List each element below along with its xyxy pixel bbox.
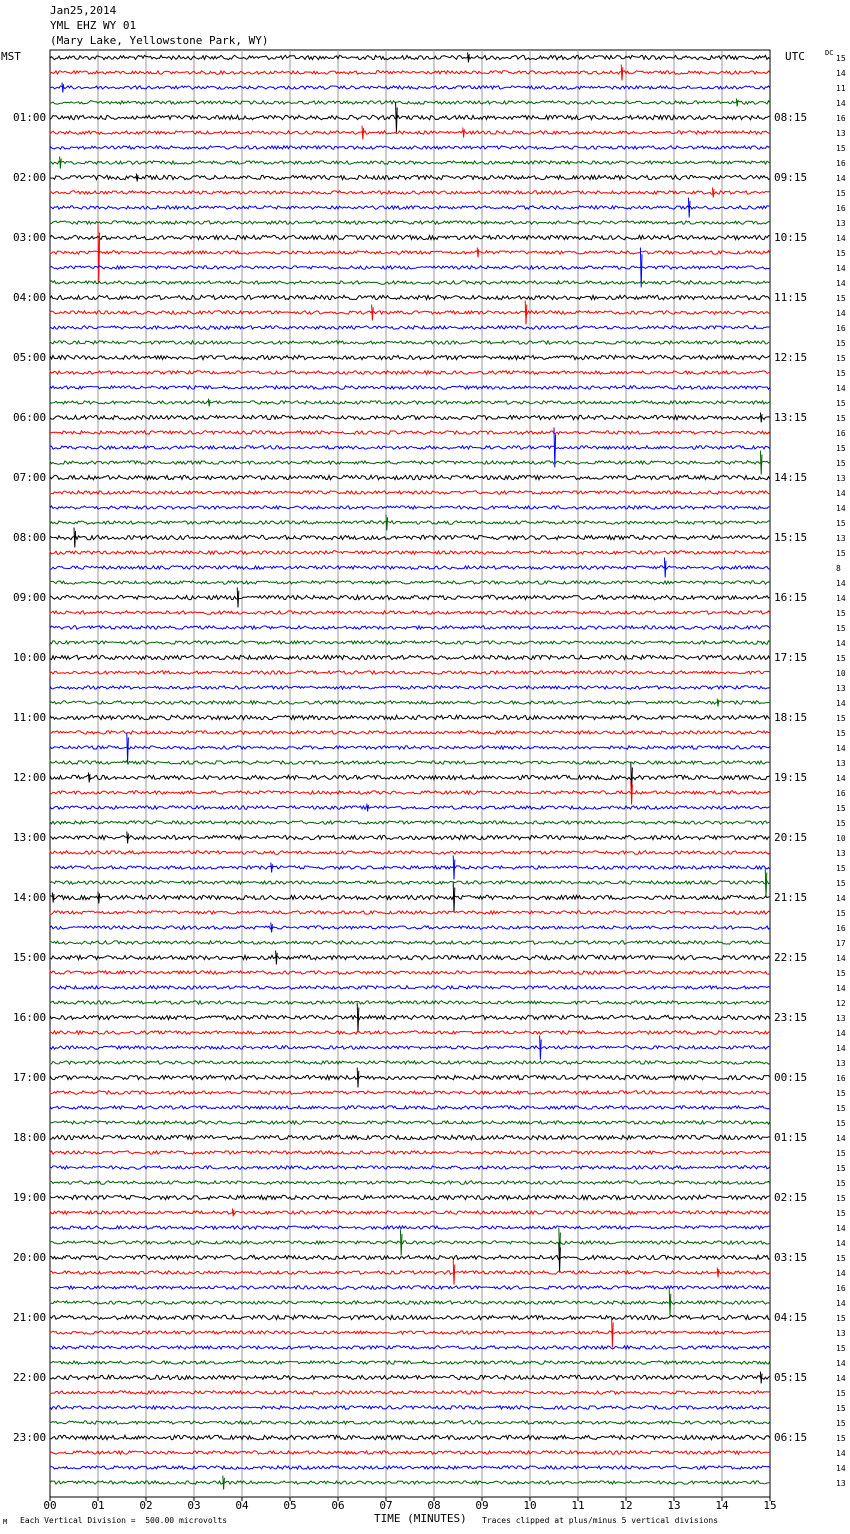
utc-hour-label: 10:15 [774, 230, 808, 244]
dc-offset-label: 14 [836, 593, 846, 603]
mst-hour-label: 19:00 [13, 1190, 47, 1204]
utc-hour-label: 22:15 [774, 950, 808, 964]
trace-row [50, 641, 770, 644]
mst-hour-label: 10:00 [13, 650, 47, 664]
dc-offset-label: 14 [836, 743, 846, 753]
trace-row [50, 1451, 770, 1454]
x-tick-label: 07 [379, 1499, 393, 1512]
trace-row [50, 1261, 770, 1285]
dc-offset-label: 15 [836, 653, 846, 663]
dc-offset-label: 14 [836, 1028, 846, 1038]
dc-offset-label: 14 [836, 1043, 846, 1053]
dc-offset-label: 14 [836, 488, 846, 498]
trace-row [50, 1106, 770, 1109]
x-tick-label: 12 [619, 1499, 633, 1512]
x-tick-label: 02 [139, 1499, 153, 1512]
dc-offset-label: 14 [836, 263, 846, 273]
dc-offset-label: 15 [836, 1118, 846, 1128]
dc-offset-label: 15 [836, 1193, 846, 1203]
dc-offset-label: 13 [836, 218, 846, 228]
trace-row [50, 1226, 770, 1229]
dc-offset-label: 14 [836, 1298, 846, 1308]
dc-offset-label: 13 [836, 473, 846, 483]
mst-hour-label: 13:00 [13, 830, 47, 844]
trace-row [50, 1166, 770, 1169]
mst-hour-label: 14:00 [13, 890, 47, 904]
x-tick-label: 06 [331, 1499, 345, 1512]
dc-offset-label: 15 [836, 293, 846, 303]
trace-row [50, 281, 770, 284]
mst-hour-label: 16:00 [13, 1010, 47, 1024]
utc-hour-label: 13:15 [774, 410, 808, 424]
trace-row [50, 868, 770, 898]
trace-row [50, 515, 770, 531]
x-tick-label: 03 [187, 1499, 201, 1512]
utc-hour-label: 14:15 [774, 470, 808, 484]
trace-row [50, 198, 770, 218]
dc-offset-label: 15 [836, 1433, 846, 1443]
x-tick-label: 01 [91, 1499, 105, 1512]
dc-label: DC [825, 49, 834, 57]
scale-note: Each Vertical Division = 500.00 microvolts [20, 1516, 228, 1525]
trace-row [50, 1372, 770, 1384]
trace-row [50, 1181, 770, 1184]
utc-hour-label: 09:15 [774, 170, 808, 184]
trace-row [50, 911, 770, 914]
trace-row [50, 1318, 770, 1348]
trace-group [50, 53, 770, 1490]
dc-offset-label: 15 [836, 908, 846, 918]
x-tick-label: 04 [235, 1499, 249, 1512]
x-axis-title: TIME (MINUTES) [374, 1512, 467, 1525]
dc-offset-label: 15 [836, 443, 846, 453]
dc-offset-label: 14 [836, 173, 846, 183]
trace-row [50, 221, 770, 224]
trace-row [50, 671, 770, 674]
dc-offset-label: 15 [836, 1148, 846, 1158]
utc-hour-label: 03:15 [774, 1250, 808, 1264]
mst-hour-label: 23:00 [13, 1430, 47, 1444]
mst-hour-label: 15:00 [13, 950, 47, 964]
dc-offset-label: 14 [836, 893, 846, 903]
dc-offset-label: 13 [836, 128, 846, 138]
x-tick-label: 05 [283, 1499, 297, 1512]
utc-hour-label: 08:15 [774, 110, 808, 124]
trace-row [50, 1031, 770, 1034]
trace-row [50, 851, 770, 854]
trace-row [50, 699, 770, 707]
trace-row [50, 1406, 770, 1409]
dc-offset-label: 15 [836, 1403, 846, 1413]
utc-hour-label: 05:15 [774, 1370, 808, 1384]
dc-offset-label: 14 [836, 773, 846, 783]
dc-offset-label: 15 [836, 188, 846, 198]
dc-offset-label: 13 [836, 1058, 846, 1068]
trace-row [50, 83, 770, 93]
dc-offset-label: 15 [836, 458, 846, 468]
trace-row [50, 655, 770, 659]
trace-row [50, 1315, 770, 1319]
trace-row [50, 1036, 770, 1060]
trace-row [50, 174, 770, 182]
trace-row [50, 475, 770, 479]
utc-hour-label: 19:15 [774, 770, 808, 784]
dc-offset-label: 13 [836, 533, 846, 543]
dc-offset-label: 14 [836, 1463, 846, 1473]
x-ticks [50, 1497, 770, 1501]
mst-hour-label: 02:00 [13, 170, 47, 184]
trace-row [50, 491, 770, 494]
dc-offset-label: 14 [836, 233, 846, 243]
footer-mark: M [3, 1518, 8, 1526]
utc-hour-label: 12:15 [774, 350, 808, 364]
dc-offset-label: 14 [836, 698, 846, 708]
dc-offset-label: 15 [836, 818, 846, 828]
trace-row [50, 1391, 770, 1394]
mst-hour-label: 20:00 [13, 1250, 47, 1264]
dc-offset-label: 10 [836, 668, 846, 678]
dc-offset-label: 14 [836, 1133, 846, 1143]
trace-row [50, 295, 770, 299]
dc-offset-label: 15 [836, 548, 846, 558]
station-label: YML EHZ WY 01 [50, 19, 137, 32]
utc-hour-label: 20:15 [774, 830, 808, 844]
dc-offset-label: 15 [836, 803, 846, 813]
x-tick-label: 15 [763, 1499, 777, 1512]
dc-offset-label: 15 [836, 1253, 846, 1263]
dc-offset-label: 14 [836, 1268, 846, 1278]
dc-offset-label: 13 [836, 683, 846, 693]
trace-row [50, 146, 770, 149]
mst-hour-label: 12:00 [13, 770, 47, 784]
trace-row [50, 371, 770, 374]
trace-row [50, 1476, 770, 1490]
trace-row [50, 923, 770, 933]
mst-hour-label: 09:00 [13, 590, 47, 604]
trace-row [50, 1003, 770, 1033]
trace-row [50, 528, 770, 548]
trace-row [50, 941, 770, 944]
trace-row [50, 581, 770, 584]
trace-row [50, 431, 770, 434]
dc-offset-label: 15 [836, 1208, 846, 1218]
dc-offset-label: 14 [836, 1373, 846, 1383]
utc-hour-label: 17:15 [774, 650, 808, 664]
dc-offset-label: 15 [836, 413, 846, 423]
dc-offset-label: 15 [836, 1388, 846, 1398]
trace-row [50, 883, 770, 913]
mst-hour-label: 18:00 [13, 1130, 47, 1144]
trace-row [50, 761, 770, 764]
dc-offset-label: 16 [836, 428, 846, 438]
trace-row [50, 413, 770, 423]
trace-row [50, 558, 770, 578]
mst-hour-label: 05:00 [13, 350, 47, 364]
date-label: Jan25,2014 [50, 4, 117, 17]
dc-offset-label: 14 [836, 503, 846, 513]
utc-hour-label: 16:15 [774, 590, 808, 604]
trace-row [50, 1068, 770, 1088]
dc-offset-label: 15 [836, 863, 846, 873]
mst-hour-label: 04:00 [13, 290, 47, 304]
dc-offset-label: 15 [836, 518, 846, 528]
mst-axis-label: MST [1, 50, 21, 63]
dc-offset-label: 14 [836, 278, 846, 288]
dc-offset-label: 14 [836, 983, 846, 993]
trace-row [50, 781, 770, 805]
dc-offset-label: 15 [836, 728, 846, 738]
dc-offset-label: 15 [836, 53, 846, 63]
dc-offset-label: 16 [836, 1283, 846, 1293]
dc-offset-label: 15 [836, 968, 846, 978]
dc-offset-label: 15 [836, 398, 846, 408]
trace-row [50, 971, 770, 974]
dc-offset-label: 16 [836, 1073, 846, 1083]
utc-hour-label: 21:15 [774, 890, 808, 904]
x-tick-label: 10 [523, 1499, 537, 1512]
utc-hour-label: 02:15 [774, 1190, 808, 1204]
dc-offset-label: 17 [836, 938, 846, 948]
trace-row [50, 326, 770, 329]
mst-hour-label: 17:00 [13, 1070, 47, 1084]
trace-row [50, 386, 770, 389]
trace-row [50, 1061, 770, 1064]
utc-hour-label: 18:15 [774, 710, 808, 724]
trace-row [50, 1135, 770, 1139]
x-tick-label: 11 [571, 1499, 585, 1512]
dc-offset-label: 14 [836, 578, 846, 588]
utc-axis-label: UTC [785, 50, 805, 63]
trace-row [50, 686, 770, 689]
dc-offset-label: 13 [836, 758, 846, 768]
trace-row [50, 731, 770, 734]
dc-offset-label: 14 [836, 1448, 846, 1458]
dc-offset-label: 16 [836, 113, 846, 123]
dc-offset-label: 15 [836, 1163, 846, 1173]
mst-hour-label: 07:00 [13, 470, 47, 484]
dc-offset-label: 15 [836, 338, 846, 348]
dc-offset-label: 15 [836, 1343, 846, 1353]
dc-offset-label: 16 [836, 158, 846, 168]
trace-row [50, 223, 770, 283]
trace-row [50, 1001, 770, 1004]
dc-offset-label: 16 [836, 323, 846, 333]
dc-offset-label: 15 [836, 1313, 846, 1323]
utc-hour-label: 00:15 [774, 1070, 808, 1084]
x-tick-label: 14 [715, 1499, 729, 1512]
trace-row [50, 99, 770, 107]
utc-hour-label: 15:15 [774, 530, 808, 544]
trace-row [50, 451, 770, 475]
utc-hour-label: 01:15 [774, 1130, 808, 1144]
dc-offset-label: 13 [836, 848, 846, 858]
dc-offset-label: 16 [836, 203, 846, 213]
x-tick-label: 09 [475, 1499, 489, 1512]
clip-note: Traces clipped at plus/minus 5 vertical divisions [482, 1516, 719, 1525]
utc-hour-label: 11:15 [774, 290, 808, 304]
trace-row [50, 1361, 770, 1364]
trace-row [50, 733, 770, 763]
trace-row [50, 1286, 770, 1289]
mst-hour-label: 08:00 [13, 530, 47, 544]
dc-offset-label: 14 [836, 1238, 846, 1248]
mst-hour-label: 22:00 [13, 1370, 47, 1384]
dc-offset-label: 16 [836, 788, 846, 798]
trace-row [50, 611, 770, 614]
trace-row [50, 763, 770, 793]
dc-offset-label: 15 [836, 713, 846, 723]
trace-row [50, 157, 770, 169]
trace-row [50, 65, 770, 81]
trace-row [50, 1421, 770, 1424]
trace-row [50, 1091, 770, 1094]
trace-row [50, 715, 770, 719]
dc-offset-label: 14 [836, 98, 846, 108]
mst-hour-label: 06:00 [13, 410, 47, 424]
trace-row [50, 1228, 770, 1258]
dc-offset-label: 14 [836, 953, 846, 963]
trace-row [50, 355, 770, 359]
trace-row [50, 1346, 770, 1349]
trace-row [50, 506, 770, 509]
dc-offset-label: 13 [836, 1328, 846, 1338]
trace-row [50, 1435, 770, 1439]
dc-offset-label: 12 [836, 998, 846, 1008]
trace-row [50, 1151, 770, 1154]
trace-row [50, 551, 770, 554]
dc-offset-label: 15 [836, 143, 846, 153]
trace-row [50, 53, 770, 63]
mst-hour-label: 21:00 [13, 1310, 47, 1324]
dc-offset-label: 14 [836, 1223, 846, 1233]
trace-row [50, 626, 770, 629]
trace-row [50, 1195, 770, 1199]
dc-offset-label: 15 [836, 623, 846, 633]
trace-row [50, 1243, 770, 1273]
dc-offset-label: 15 [836, 1178, 846, 1188]
dc-offset-label: 15 [836, 353, 846, 363]
dc-offset-label: 15 [836, 1418, 846, 1428]
dc-offset-label: 14 [836, 308, 846, 318]
trace-row [50, 1209, 770, 1217]
mst-hour-label: 01:00 [13, 110, 47, 124]
trace-row [50, 399, 770, 407]
x-tick-label: 13 [667, 1499, 681, 1512]
trace-row [50, 126, 770, 140]
dc-offset-label: 16 [836, 923, 846, 933]
trace-row [50, 856, 770, 880]
utc-hour-label: 23:15 [774, 1010, 808, 1024]
dc-offset-label: 13 [836, 1013, 846, 1023]
trace-row [50, 235, 770, 239]
mst-hour-label: 03:00 [13, 230, 47, 244]
trace-row [50, 804, 770, 812]
dc-offset-label: 10 [836, 833, 846, 843]
dc-offset-label: 11 [836, 83, 846, 93]
trace-row [50, 986, 770, 989]
trace-row [50, 301, 770, 325]
trace-row [50, 951, 770, 965]
utc-hour-label: 04:15 [774, 1310, 808, 1324]
trace-row [50, 103, 770, 133]
trace-row [50, 1121, 770, 1124]
trace-row [50, 188, 770, 198]
dc-offset-label: 15 [836, 878, 846, 888]
x-tick-label: 08 [427, 1499, 441, 1512]
dc-offset-label: 15 [836, 1088, 846, 1098]
dc-offset-label: 14 [836, 383, 846, 393]
dc-offset-label: 14 [836, 638, 846, 648]
trace-row [50, 588, 770, 608]
dc-offset-label: 14 [836, 1358, 846, 1368]
dc-offset-label: 15 [836, 368, 846, 378]
location-label: (Mary Lake, Yellowstone Park, WY) [50, 34, 269, 47]
trace-row [50, 832, 770, 844]
trace-row [50, 341, 770, 344]
dc-offset-label: 15 [836, 248, 846, 258]
x-tick-label: 00 [43, 1499, 57, 1512]
dc-offset-label: 15 [836, 1103, 846, 1113]
trace-row [50, 1290, 770, 1316]
mst-hour-label: 11:00 [13, 710, 47, 724]
dc-offset-label: 8 [836, 563, 841, 573]
utc-hour-label: 06:15 [774, 1430, 808, 1444]
trace-row [50, 821, 770, 824]
dc-offset-label: 13 [836, 1478, 846, 1488]
dc-offset-label: 14 [836, 68, 846, 78]
dc-offset-label: 15 [836, 608, 846, 618]
trace-row [50, 1466, 770, 1469]
